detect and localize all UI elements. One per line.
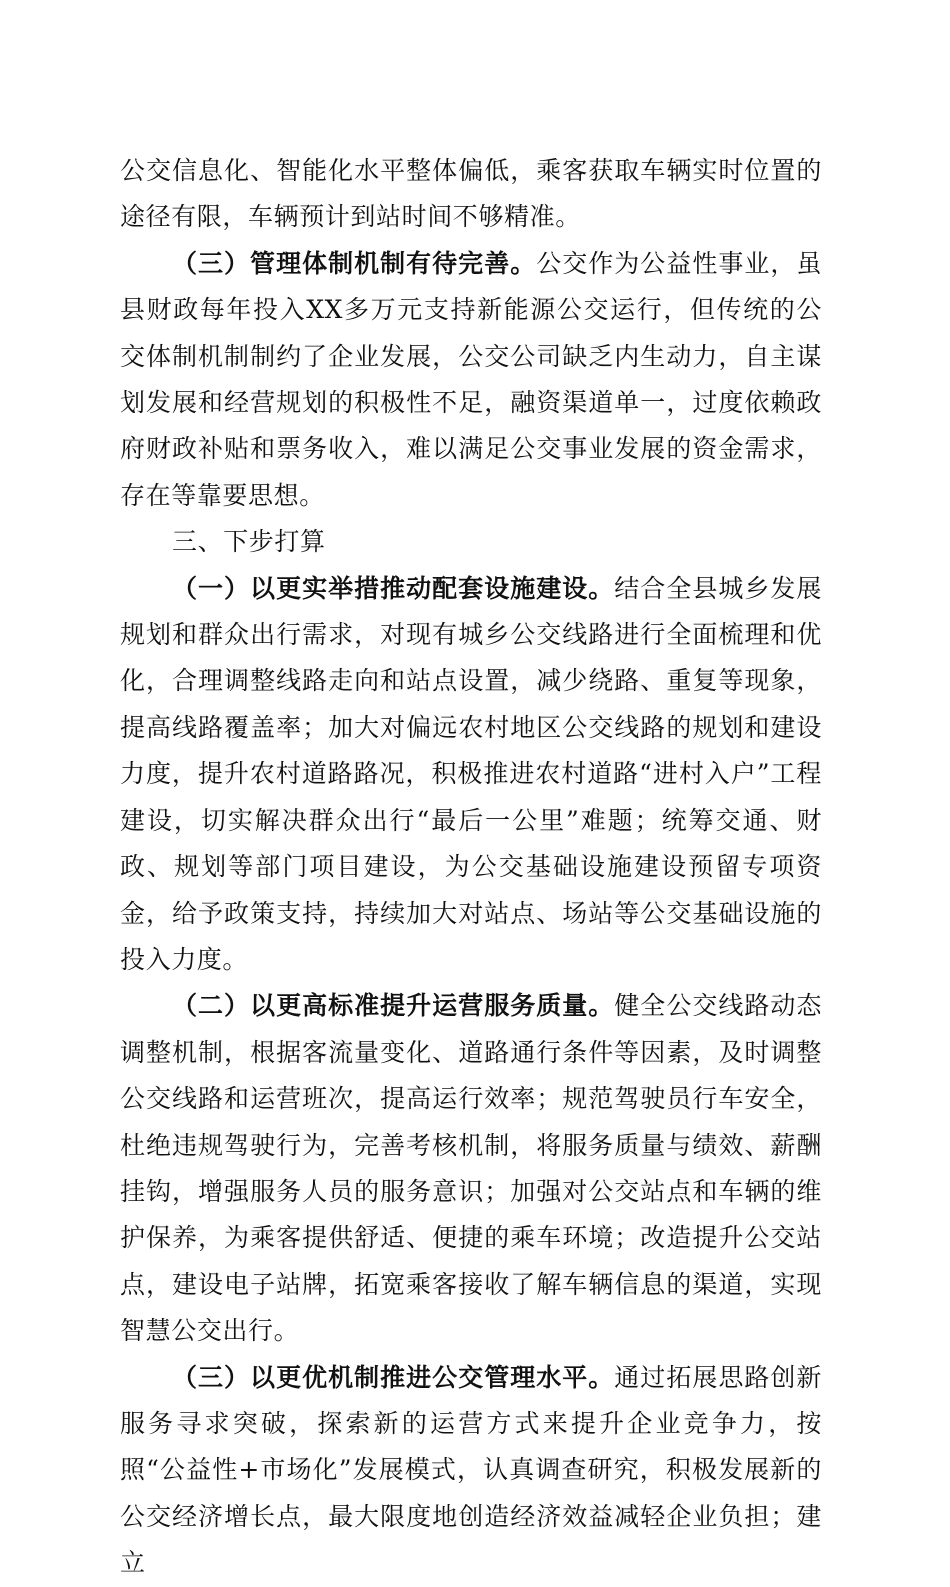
paragraph-text: 健全公交线路动态调整机制，根据客流量变化、道路通行条件等因素，及时调整公交线路和运营班次，提高运行效率；规范驾驶员行车安全，杜绝违规驾驶行为，完善考核机制，将服务质量与绩效、薪酬挂钩，增强服务人员的服务意识；加强对公交站点和车辆的维护保养，为乘客提供舒适、便捷的乘车环境；改造提升公交站点，建设电子站牌，拓宽乘客接收了解车辆信息的渠道，实现智慧公交出行。 — [120, 991, 822, 1346]
section-heading: 三、下步打算 — [172, 527, 326, 557]
paragraph-continuation — [120, 148, 822, 241]
paragraph-lead: （三）以更优机制推进公交管理水平。 — [172, 1362, 615, 1392]
paragraph-text: 公交作为公益性事业，虽县财政每年投入XX多万元支持新能源公交运行，但传统的公交体制机制制约了企业发展，公交公司缺乏内生动力，自主谋划发展和经营规划的积极性不足，融资渠道单一，过度依赖政府财政补贴和票务收入，难以满足公交事业发展的资金需求，存在等靠要思想。 — [120, 248, 822, 510]
paragraph-management-level — [120, 1355, 822, 1587]
paragraph-lead: （三）管理体制机制有待完善。 — [172, 248, 537, 278]
document-body — [120, 148, 822, 1587]
paragraph-infrastructure — [120, 566, 822, 984]
paragraph-lead: （一）以更实举措推动配套设施建设。 — [172, 573, 615, 603]
paragraph-service-quality — [120, 983, 822, 1354]
paragraph-lead: （二）以更高标准提升运营服务质量。 — [172, 991, 615, 1021]
paragraph-management-system — [120, 241, 822, 519]
paragraph-text: 通过拓展思路创新服务寻求突破，探索新的运营方式来提升企业竞争力，按照“公益性+市场化”发展模式，认真调查研究，积极发展新的公交经济增长点，最大限度地创造经济效益减轻企业负担；建立 — [120, 1362, 822, 1578]
paragraph-text: 结合全县城乡发展规划和群众出行需求，对现有城乡公交线路进行全面梳理和优化，合理调整线路走向和站点设置，减少绕路、重复等现象，提高线路覆盖率；加大对偏远农村地区公交线路的规划和建设力度，提升农村道路路况，积极推进农村道路“进村入户”工程建设，切实解决群众出行“最后一公里”难题；统筹交通、财政、规划等部门项目建设，为公交基础设施建设预留专项资金，给予政策支持，持续加大对站点、场站等公交基础设施的投入力度。 — [120, 573, 822, 974]
paragraph-text: 公交信息化、智能化水平整体偏低，乘客获取车辆实时位置的途径有限，车辆预计到站时间不够精准。 — [120, 156, 822, 232]
